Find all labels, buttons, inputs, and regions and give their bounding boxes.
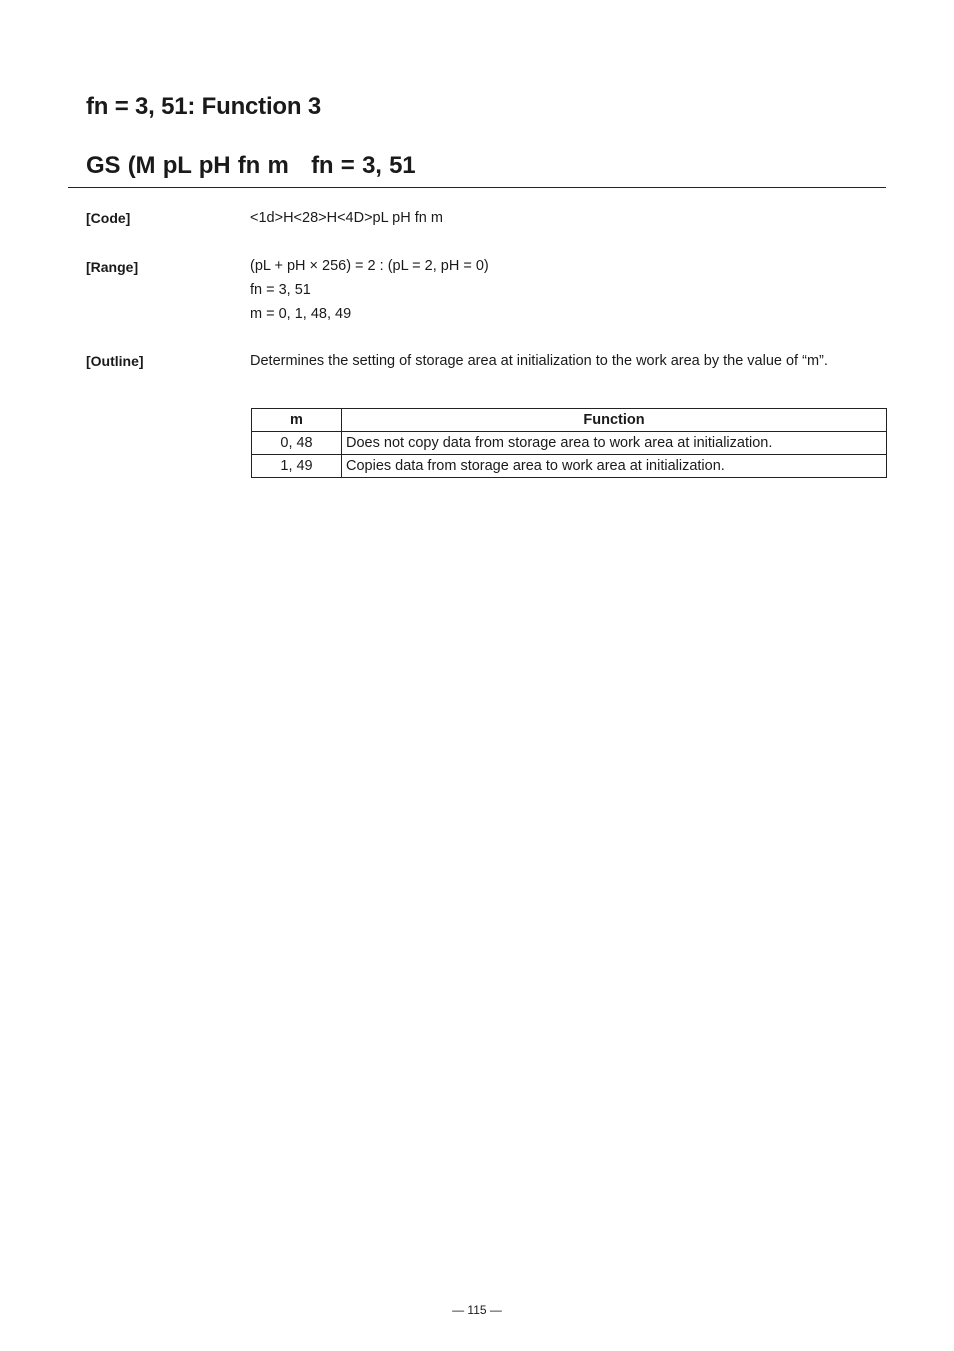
table-cell-function: Copies data from storage area to work area at initialization.	[342, 455, 887, 478]
page-number: — 115 —	[452, 1303, 502, 1317]
range-line: (pL + pH × 256) = 2 : (pL = 2, pH = 0)	[250, 258, 489, 274]
table-cell-m: 0, 48	[252, 432, 342, 455]
code-value-text: <1d>H<28>H<4D>pL pH fn m	[250, 210, 443, 226]
table-row	[252, 455, 887, 478]
range-value	[250, 254, 489, 326]
range-line: fn = 3, 51	[250, 282, 311, 298]
code-value	[250, 206, 443, 230]
table-header-m: m	[252, 409, 342, 432]
outline-text: Determines the setting of storage area at initialization to the work area by the value of “m”.	[250, 353, 828, 369]
outline-label: [Outline]	[86, 353, 144, 369]
table-header-row	[252, 409, 887, 432]
range-line: m = 0, 1, 48, 49	[250, 306, 352, 322]
table-row	[252, 432, 887, 455]
table-cell-function: Does not copy data from storage area to work area at initialization.	[342, 432, 887, 455]
code-label: [Code]	[86, 210, 131, 226]
function-table	[251, 408, 887, 478]
section-title: fn = 3, 51: Function 3	[86, 93, 321, 120]
heading-divider	[68, 187, 886, 188]
range-label: [Range]	[86, 259, 139, 275]
command-title: GS (M pL pH fn m fn = 3, 51	[86, 152, 416, 179]
table-cell-m: 1, 49	[252, 455, 342, 478]
table-header-function: Function	[342, 409, 887, 432]
